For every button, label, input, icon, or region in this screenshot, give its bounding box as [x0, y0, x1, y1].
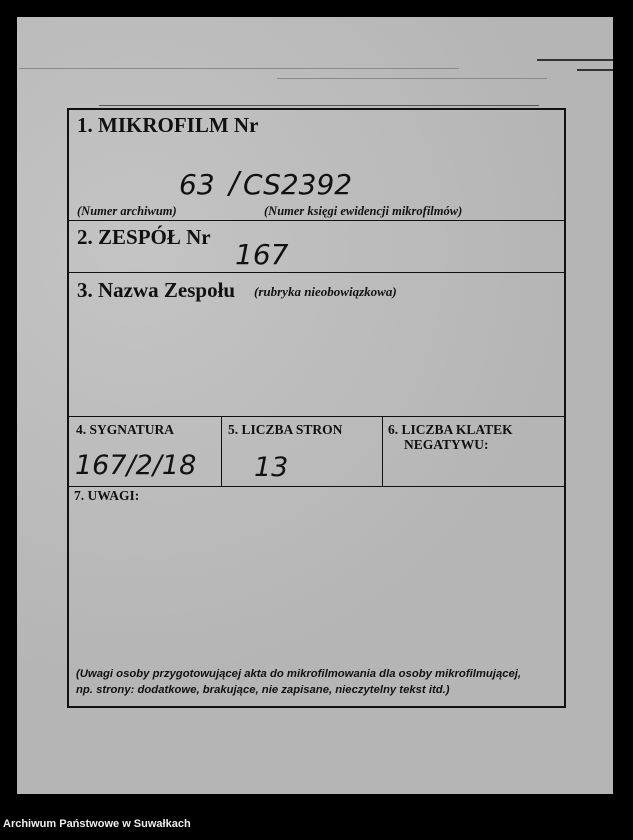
page-count-label: 5. LICZBA STRON: [228, 422, 343, 437]
microfilm-label: 1. MIKROFILM Nr: [77, 113, 259, 137]
section-fonds: [69, 220, 564, 273]
fonds-name-label: 3. Nazwa Zespołu: [77, 278, 236, 302]
frames-label-line1: 6. LICZBA KLATEK: [388, 422, 513, 437]
remarks-note-line2: np. strony: dodatkowe, brakujące, nie zapisane, nieczytelny tekst itd.): [76, 684, 450, 696]
remarks-label: 7. UWAGI:: [74, 488, 140, 503]
section-fonds-name: [69, 272, 564, 417]
remarks-note-line1: (Uwagi osoby przygotowującej akta do mikrofilmowania dla osoby mikrofilmującej,: [76, 668, 522, 680]
remarks-note: [76, 666, 566, 698]
register-number-caption: (Numer księgi ewidencji mikrofilmów): [264, 204, 463, 218]
fonds-name-note: (rubryka nieobowiązkowa): [254, 284, 397, 299]
scan-line: [277, 78, 547, 79]
archive-number-caption: (Numer archiwum): [77, 204, 177, 218]
microfilm-register-number-value: CS2392: [243, 168, 353, 201]
section-microfilm: [69, 110, 564, 221]
scan-line: [537, 59, 613, 61]
scan-line: [577, 69, 613, 71]
column-divider: [382, 416, 383, 486]
fonds-label: 2. ZESPÓŁ Nr: [77, 225, 211, 249]
microfilm-form: [67, 108, 566, 708]
archive-name-footer: Archiwum Państwowe w Suwałkach: [3, 818, 191, 830]
scan-line: [99, 105, 539, 106]
fonds-number-value: 167: [235, 238, 289, 271]
column-divider: [221, 416, 222, 486]
signature-value: 167/2/18: [75, 450, 197, 481]
frames-label-line2: NEGATYWU:: [404, 437, 489, 452]
page-count-value: 13: [254, 452, 289, 483]
section-remarks: [69, 486, 564, 708]
scan-line: [19, 68, 459, 69]
slash-separator: /: [229, 166, 240, 201]
archive-number-value: 63: [179, 168, 215, 201]
signature-label: 4. SYGNATURA: [76, 422, 175, 437]
section-signature-pages-frames: [69, 416, 564, 487]
